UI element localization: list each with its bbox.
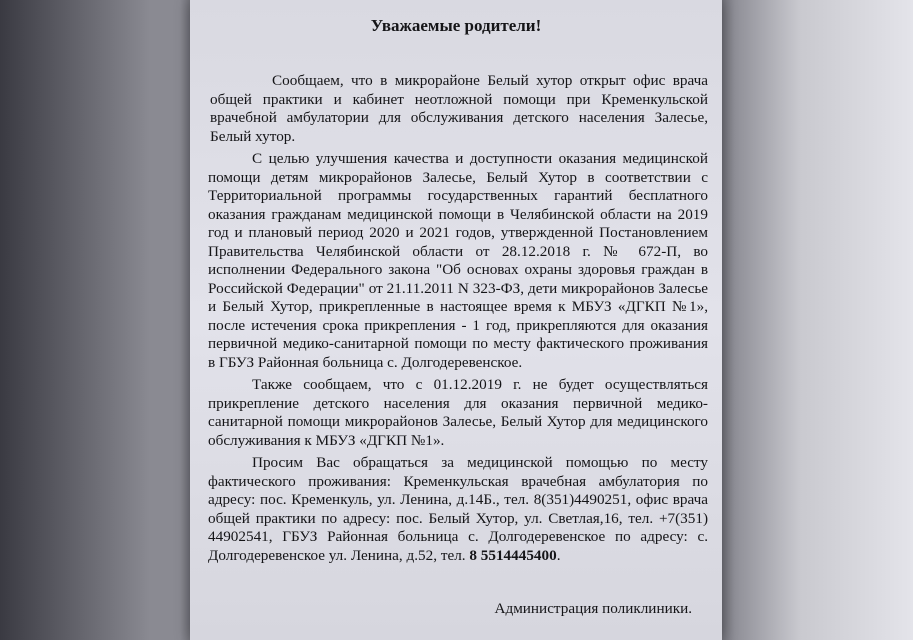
letter-title: Уважаемые родители! (370, 16, 542, 35)
paragraph-office-opened: Сообщаем, что в микрорайоне Белый хутор открыт офис врача общей практики и кабинет неотложной помощи при Кременкульской врачебной амбулатории для обслуживания детского населения Залесье, Белый хутор. (210, 72, 708, 145)
letter-body (208, 72, 708, 569)
paragraph-attachment-stop: Также сообщаем, что с 01.12.2019 г. не будет осуществляться прикрепление детского населения для оказания первичной медико-санитарной помощи микрорайонов Залесье, Белый Хутор для медицинского обслуживания к МБУЗ «ДГКП №1». (208, 376, 708, 449)
letter-signature: Администрация поликлиники. (494, 600, 692, 617)
hospital-phone: 8 5514445400 (469, 546, 557, 564)
contacts-text: Просим Вас обращаться за медицинской помощью по месту фактического проживания: Кременкульская врачебная амбулатория по адресу: пос. Кременкуль, ул. Ленина, д.14Б., тел. 8(351)4490251, офис врача общей практики по адресу: пос. Белый Хутор, ул. Светлая,16, тел. +7(351) 44902541, ГБУЗ Районная больница с. Долгодеревенское по адресу: с. Долгодеревенское ул. Ленина, д.52, тел. (208, 454, 708, 564)
letter-sheet (190, 0, 722, 640)
paragraph-attachment-change: С целью улучшения качества и доступности оказания медицинской помощи детям микрорайонов Залесье, Белый Хутор в соответствии с Территориальной программы государственных гарантий бесплатного оказания гражданам медицинской помощи в Челябинской области на 2019 год и плановый период 2020 и 2021 годов, утвержденной Постановлением Правительства Челябинской области от 28.12.2018 г. № 672-П, во исполнении Федерального закона "Об основах охраны здоровья граждан в Российской Федерации" от 21.11.2011 N 323-ФЗ, дети микрорайонов Залесье и Белый Хутор, прикрепленные в настоящее время к МБУЗ «ДГКП №1», после истечения срока прикрепления - 1 год, прикрепляются для оказания первичной медико-санитарной помощи по месту фактического проживания в ГБУЗ Районная больница с. Долгодеревенское. (208, 150, 708, 371)
contacts-end: . (556, 546, 561, 564)
paragraph-contacts (208, 454, 708, 565)
